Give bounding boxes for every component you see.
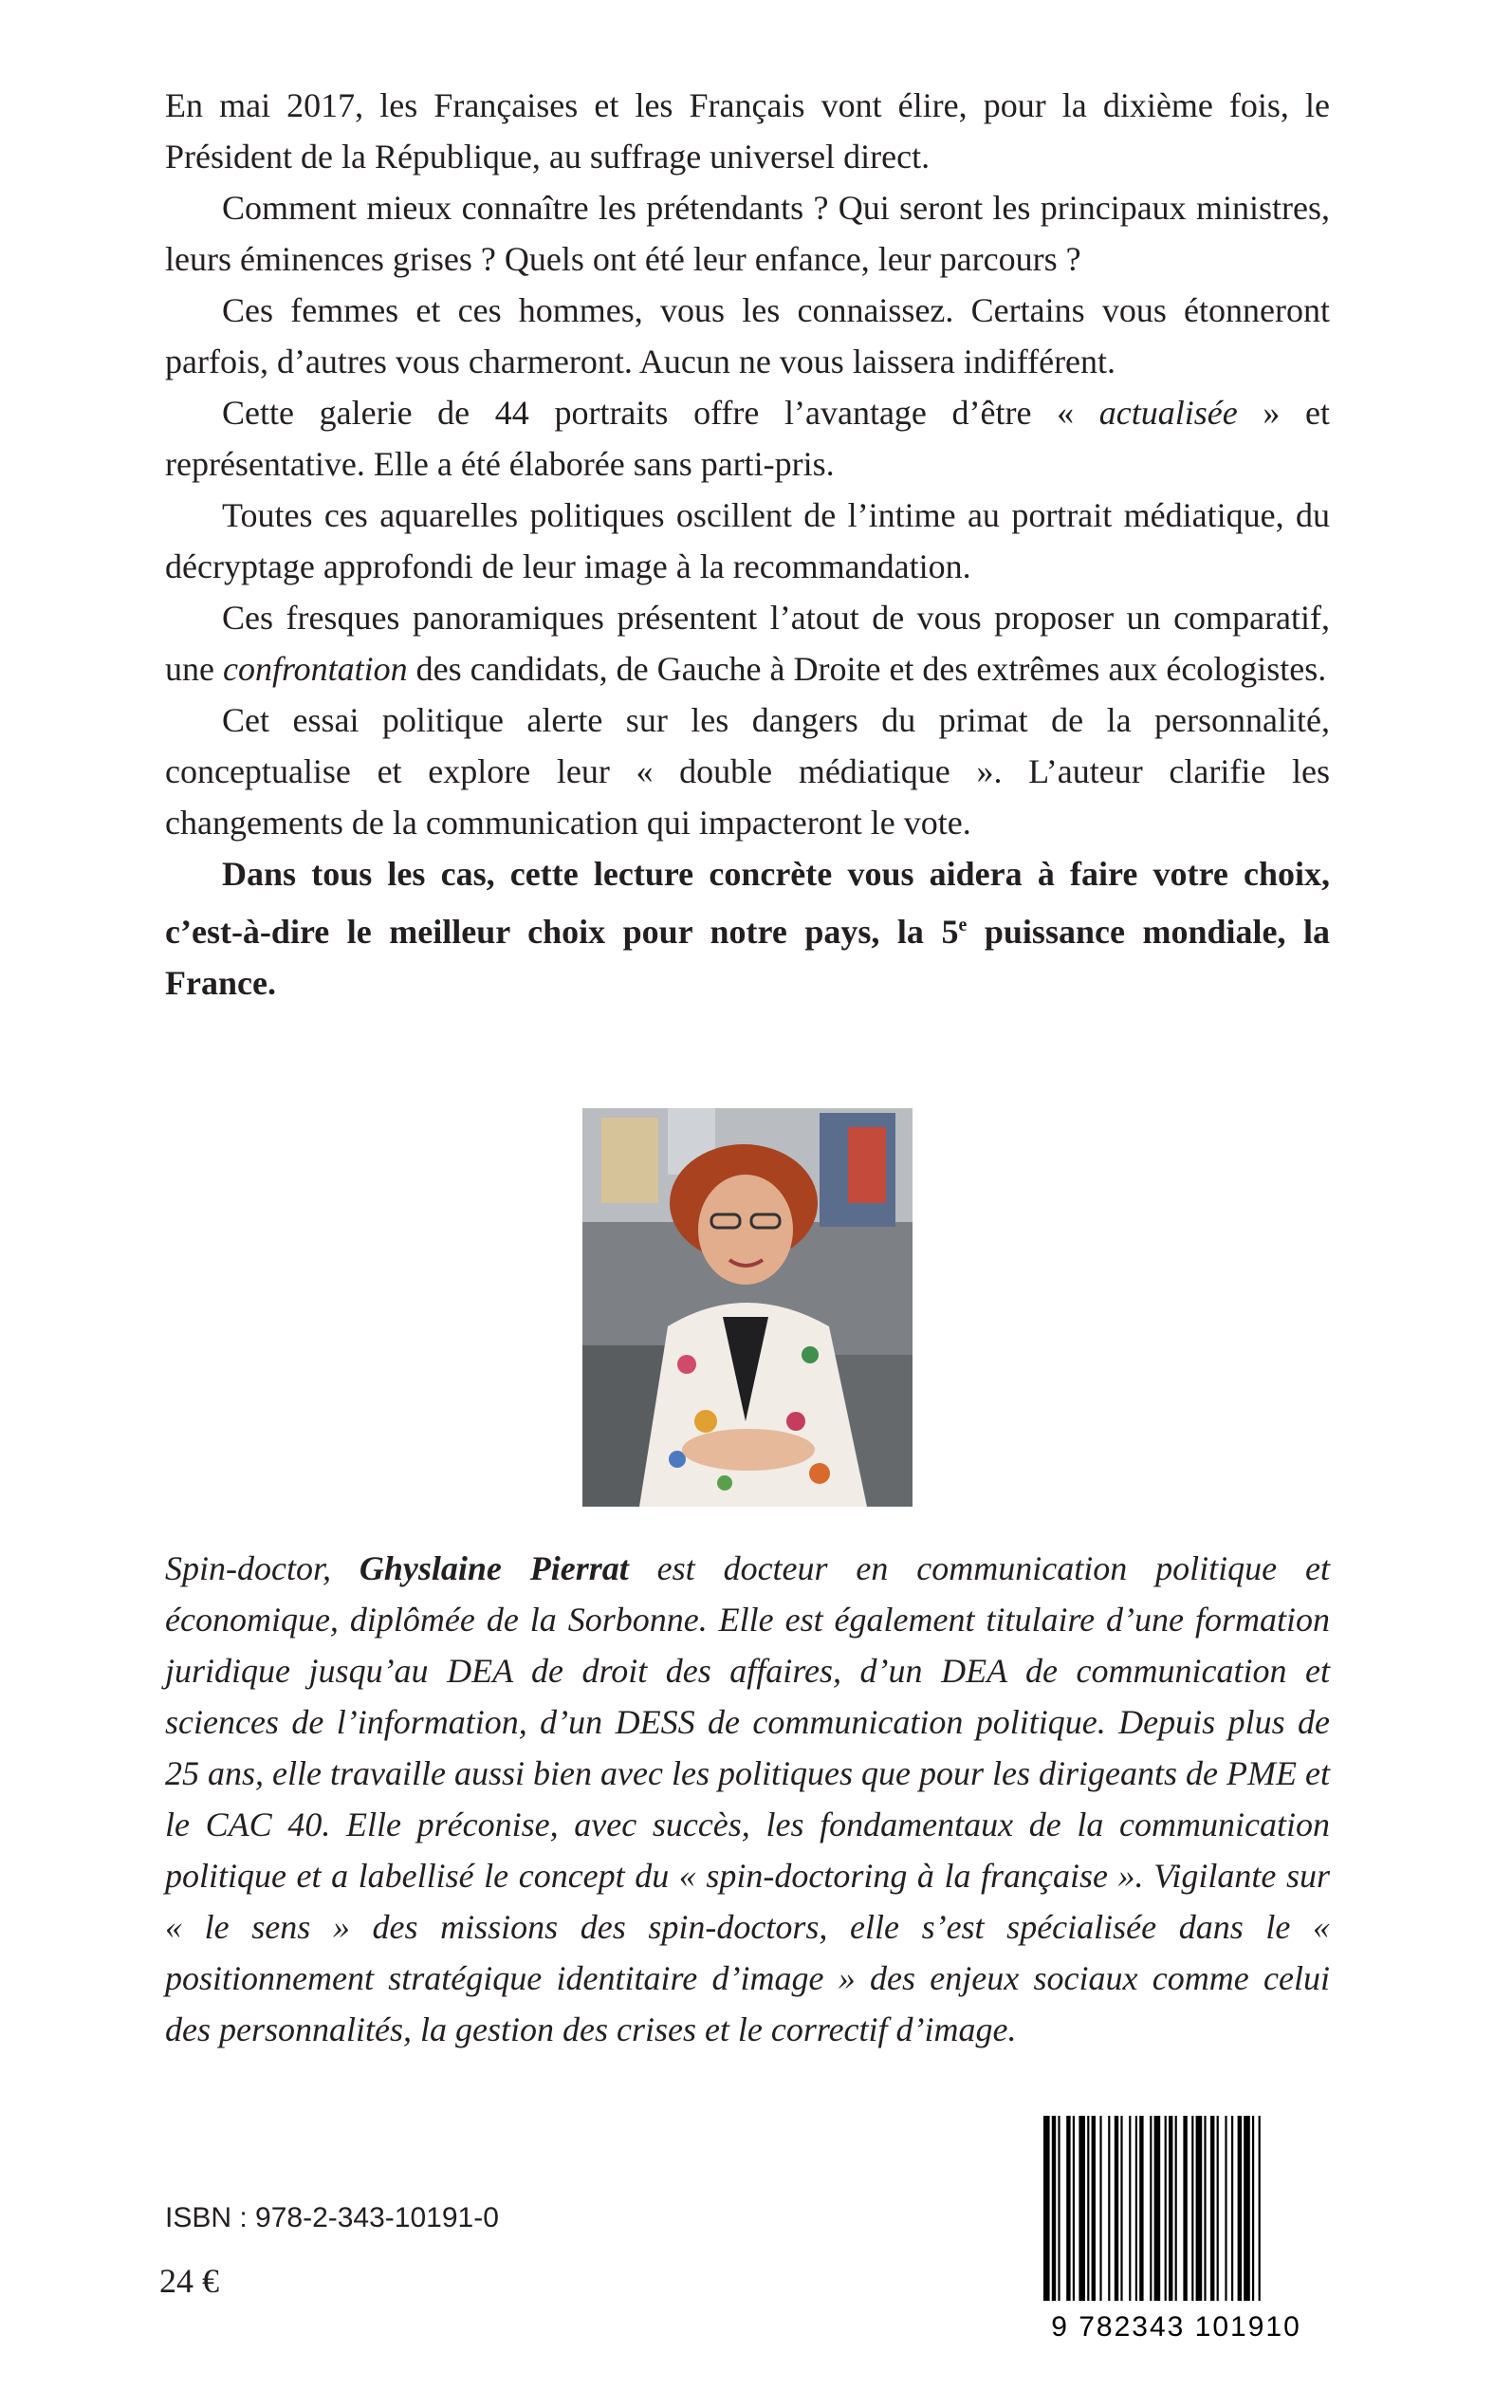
summary-text: des candidats, de Gauche à Droite et des extrêmes aux écologistes. bbox=[407, 650, 1327, 688]
summary-paragraph: Toutes ces aquarelles politiques oscillent de l’intime au portrait médiatique, du décryptage approfondi de leur image à la recommandation. bbox=[165, 496, 1330, 585]
summary-paragraph: Cet essai politique alerte sur les dangers du primat de la personnalité, conceptualise et explore leur « double médiatique ». L’auteur clarifie les changements de la communication qui impacteront le vote. bbox=[165, 701, 1330, 842]
isbn-label: ISBN : 978-2-343-10191-0 bbox=[165, 2202, 499, 2233]
barcode-digits: 9 782343 101910 bbox=[1051, 2311, 1301, 2343]
summary-text: » et représentative. Elle a été élaborée sans parti-pris. bbox=[165, 394, 1331, 483]
barcode bbox=[1015, 2106, 1337, 2343]
summary-text: Dans tous les cas, cette lecture concrète vous aidera à faire votre choix, c’est-à-dire le meilleur choix pour notre pays, la 5 bbox=[165, 855, 1330, 951]
summary-paragraph bbox=[165, 387, 1330, 490]
summary-paragraph bbox=[165, 592, 1330, 695]
summary-conclusion bbox=[165, 848, 1330, 1009]
summary-paragraph: Ces femmes et ces hommes, vous les connaissez. Certains vous étonneront parfois, d’autres vous charmeront. Aucun ne vous laissera indifférent. bbox=[165, 291, 1330, 380]
summary-emphasis: confrontation bbox=[222, 650, 408, 688]
author-biography bbox=[165, 1543, 1330, 2055]
summary-emphasis: actualisée bbox=[1098, 394, 1238, 432]
summary-text: puissance mondiale, la France. bbox=[165, 913, 1330, 1002]
author-name: Ghyslaine Pierrat bbox=[359, 1549, 629, 1587]
summary-paragraph: En mai 2017, les Françaises et les Français vont élire, pour la dixième fois, le Président de la République, au suffrage universel direct. bbox=[165, 86, 1330, 176]
barcode-bars-icon bbox=[1015, 2106, 1337, 2343]
bio-lead: Spin-doctor, bbox=[165, 1549, 360, 1587]
back-cover-summary bbox=[165, 80, 1330, 1009]
summary-text: Ces fresques panoramiques présentent l’atout de vous proposer un comparatif, une bbox=[165, 599, 1330, 688]
bio-text: est docteur en communication politique et économique, diplômée de la Sorbonne. Elle est également titulaire d’une formation juridique jusqu’au DEA de droit des affaires, d’un DEA de communication et sciences de l’information, d’un DESS de communication politique. Depuis plus de 25 ans, elle travaille aussi bien avec les politiques que pour les dirigeants de PME et le CAC 40. Elle préconise, avec succès, les fondamentaux de la communication politique et a labellisé le concept du « spin-doctoring à la française ». Vigilante sur « le sens » des missions des spin-doctors, elle s’est spécialisée dans le « positionnement stratégique identitaire d’image » des enjeux sociaux comme celui des personnalités, la gestion des crises et le correctif d’image. bbox=[165, 1549, 1330, 2048]
summary-paragraph: Comment mieux connaître les prétendants ? Qui seront les principaux ministres, leurs éminences grises ? Quels ont été leur enfance, leur parcours ? bbox=[165, 189, 1330, 278]
summary-text: Cette galerie de 44 portraits offre l’avantage d’être « bbox=[222, 394, 1099, 432]
price-label: 24 € bbox=[159, 2262, 219, 2300]
superscript: e bbox=[958, 915, 968, 935]
author-photo bbox=[582, 1108, 913, 1507]
